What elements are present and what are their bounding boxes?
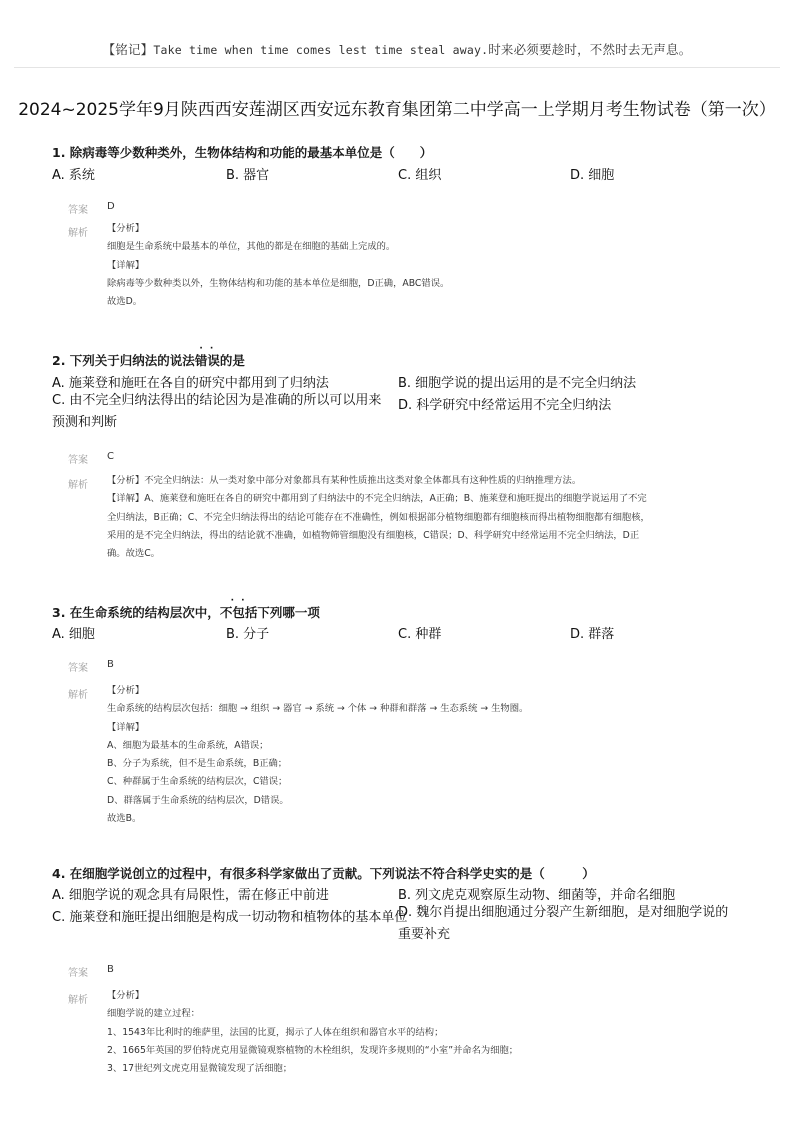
option-a: A. 施莱登和施旺在各自的研究中都用到了归纳法 [52, 376, 329, 391]
explanation [107, 682, 528, 828]
question-stem: 4. 在细胞学说创立的过程中，有很多科学家做出了贡献。下列说法不符合科学史实的是（ ） [52, 866, 595, 881]
option-a: A. 细胞学说的观念具有局限性，需在修正中前进 [52, 888, 329, 903]
option-c: C. 施莱登和施旺提出细胞是构成一切动物和植物体的基本单位 [52, 910, 408, 925]
analysis-label: 解析 [68, 228, 88, 239]
option-a: A. 细胞 [52, 627, 95, 642]
explanation-line: 【分析】 [107, 685, 145, 696]
explanation-line: 2、1665年英国的罗伯特虎克用显微镜观察植物的木栓组织，发现许多规则的“小室”并命名为细胞； [107, 1044, 519, 1056]
explanation-line: 除病毒等少数种类以外，生物体结构和功能的基本单位是细胞，D正确，ABC错误。 [107, 277, 450, 289]
explanation-line: 【分析】 [107, 223, 145, 234]
option-a: A. 系统 [52, 168, 95, 183]
option-d: D. 群落 [570, 627, 615, 642]
explanation [107, 472, 650, 563]
answer-label: 答案 [68, 663, 88, 674]
explanation-line: 故选B。 [107, 813, 142, 825]
stem-emphasis: 不包括 · · [220, 605, 258, 620]
option-b: B. 细胞学说的提出运用的是不完全归纳法 [398, 376, 637, 391]
option-c: C. 组织 [398, 168, 442, 183]
page-title: 2024~2025学年9月陕西西安莲湖区西安远东教育集团第二中学高一上学期月考生物试卷（第一次） [18, 100, 776, 120]
motto-prefix: 【铭记】 [102, 42, 154, 57]
explanation [107, 220, 449, 311]
motto-line [0, 40, 794, 58]
answer-value: D [107, 201, 115, 212]
explanation-line: 1、1543年比利时的维萨里，法国的比夏，揭示了人体在组织和器官水平的结构； [107, 1026, 444, 1038]
explanation-line: D、群落属于生命系统的结构层次，D错误。 [107, 794, 289, 806]
explanation-line: 细胞是生命系统中最基本的单位，其他的都是在细胞的基础上完成的。 [107, 241, 396, 253]
stem-text: 2. 下列关于归纳法的说法 [52, 353, 195, 368]
explanation [107, 987, 518, 1078]
question-stem: 1. 除病毒等少数种类外，生物体结构和功能的最基本单位是（ ） [52, 145, 433, 160]
analysis-label: 解析 [68, 995, 88, 1006]
stem-text: 3. 在生命系统的结构层次中， [52, 605, 220, 620]
answer-value: C [107, 451, 114, 462]
explanation-line: 全归纳法，B正确；C、不完全归纳法得出的结论可能存在不准确性，例如根据部分植物细胞都有细胞核而得出植物细胞都有细胞核， [107, 511, 650, 523]
option-b: B. 器官 [226, 168, 270, 183]
explanation-line: C、种群属于生命系统的结构层次，C错误； [107, 776, 288, 788]
option-b: B. 分子 [226, 627, 270, 642]
explanation-line: 【分析】 [107, 990, 145, 1001]
explanation-line: 【详解】 [107, 721, 145, 733]
stem-text: 下列哪一项 [257, 605, 320, 620]
question-stem [52, 603, 320, 621]
explanation-line: 细胞学说的建立过程： [107, 1008, 200, 1020]
option-d: D. 科学研究中经常运用不完全归纳法 [398, 398, 612, 413]
explanation-line: 【详解】A、施莱登和施旺在各自的研究中都用到了归纳法中的不完全归纳法，A正确；B、施莱登和施旺提出的细胞学说运用了不完 [107, 493, 647, 505]
answer-value: B [107, 964, 114, 975]
motto-chinese: 时来必须要趁时，不然时去无声息。 [488, 42, 692, 57]
explanation-line: 故选D。 [107, 296, 143, 308]
answer-value: B [107, 659, 114, 670]
analysis-label: 解析 [68, 690, 88, 701]
explanation-line: B、分子为系统，但不是生命系统，B正确； [107, 758, 288, 770]
option-c: C. 种群 [398, 627, 442, 642]
explanation-line: 生命系统的结构层次包括：细胞 → 组织 → 器官 → 系统 → 个体 → 种群和群落 → 生态系统 → 生物圈。 [107, 703, 529, 715]
explanation-line: A、细胞为最基本的生命系统，A错误； [107, 739, 269, 751]
answer-label: 答案 [68, 455, 88, 466]
explanation-line: 确。故选C。 [107, 548, 160, 560]
header-divider [14, 67, 780, 68]
option-d: D. 魏尔肖提出细胞通过分裂产生新细胞，是对细胞学说的重要补充 [398, 905, 729, 942]
question-stem [52, 351, 245, 369]
motto-english: Take time when time comes lest time steal away. [153, 43, 489, 57]
stem-text: 的是 [219, 353, 245, 368]
explanation-line: 【分析】不完全归纳法：从一类对象中部分对象都具有某种性质推出这类对象全体都具有这种性质的归纳推理方法。 [107, 475, 582, 486]
answer-label: 答案 [68, 968, 88, 979]
option-b: B. 列文虎克观察原生动物、细菌等，并命名细胞 [398, 888, 676, 903]
option-d: D. 细胞 [570, 168, 615, 183]
explanation-line: 3、17世纪列文虎克用显微镜发现了活细胞； [107, 1063, 293, 1075]
answer-label: 答案 [68, 205, 88, 216]
analysis-label: 解析 [68, 480, 88, 491]
explanation-line: 采用的是不完全归纳法，得出的结论就不准确，如植物筛管细胞没有细胞核，C错误；D、科学研究中经常运用不完全归纳法，D正 [107, 529, 640, 541]
option-c: C. 由不完全归纳法得出的结论因为是准确的所以可以用来预测和判断 [52, 393, 382, 430]
stem-emphasis: 错误 · · [195, 353, 220, 368]
explanation-line: 【详解】 [107, 259, 145, 271]
